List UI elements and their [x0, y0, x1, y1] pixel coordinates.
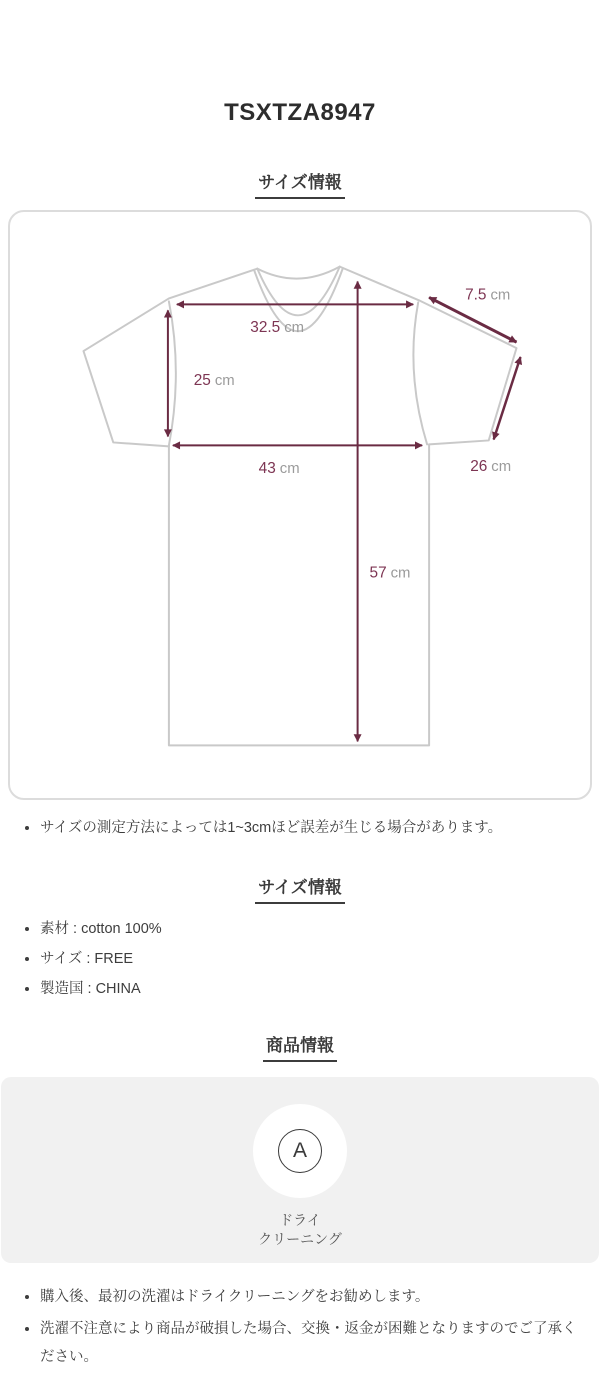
spec-item-country: • 製造国 : CHINA — [40, 974, 582, 1004]
product-info-section — [0, 1036, 600, 1062]
spec-item-size: • サイズ : FREE — [40, 944, 582, 974]
size-note-list — [0, 814, 600, 842]
body-length-label: 57 cm — [369, 564, 411, 582]
care-label-line1: ドライ — [279, 1212, 321, 1228]
sleeve-length-label: 7.5 cm — [465, 286, 511, 304]
tshirt-outline — [83, 267, 516, 746]
spec-list — [0, 914, 600, 1004]
size-diagram-heading: サイズ情報 — [255, 173, 345, 199]
care-symbol-label — [258, 1211, 342, 1249]
size-note-item: • サイズの測定方法によっては1~3cmほど誤差が生じる場合があります。 — [40, 814, 582, 842]
care-label-line2: クリーニング — [258, 1231, 342, 1247]
size-info-section — [0, 878, 600, 904]
care-note-list — [0, 1283, 600, 1371]
sleeve-opening-line — [494, 357, 521, 439]
sleeve-length-line — [429, 297, 516, 342]
size-diagram-section — [0, 173, 600, 199]
care-symbol-background — [253, 1104, 347, 1198]
shoulder-width-label: 32.5 cm — [250, 319, 305, 337]
care-note-item: • 購入後、最初の洗濯はドライクリーニングをお勧めします。 — [40, 1283, 582, 1311]
tshirt-measurement-diagram — [10, 212, 590, 798]
care-instruction-box — [1, 1077, 599, 1263]
size-diagram-box — [8, 210, 592, 800]
measurement-lines — [168, 282, 521, 742]
armhole-depth-label: 25 cm — [193, 371, 235, 389]
care-note-item: • 洗濯不注意により商品が破損した場合、交換・返金が困難となりますのでご了承ください。 — [40, 1315, 582, 1371]
chest-width-label: 43 cm — [258, 460, 300, 478]
sleeve-opening-label: 26 cm — [470, 458, 512, 476]
spec-item-material: • 素材 : cotton 100% — [40, 914, 582, 944]
product-info-heading: 商品情報 — [263, 1036, 337, 1062]
product-code-title: TSXTZA8947 — [224, 99, 376, 126]
size-info-heading: サイズ情報 — [255, 878, 345, 904]
dry-cleaning-icon: A — [278, 1129, 322, 1173]
